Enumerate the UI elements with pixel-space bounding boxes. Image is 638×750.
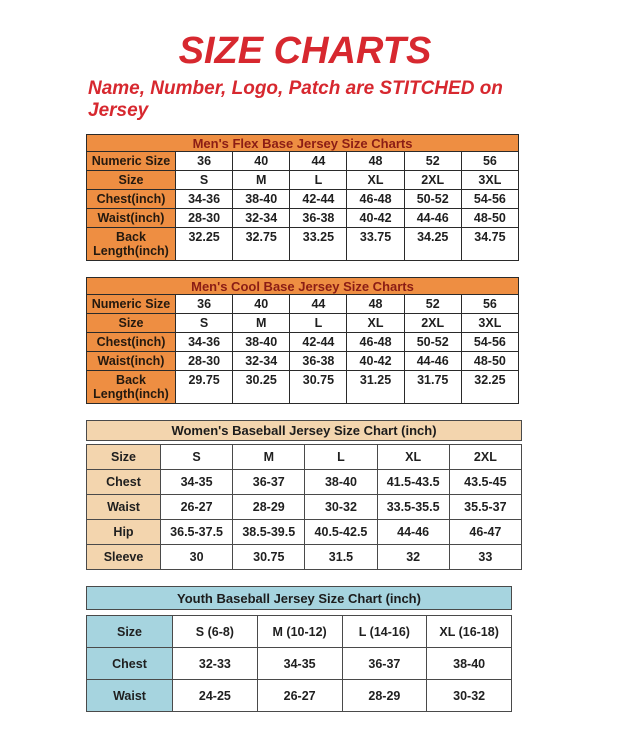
cell-value: L	[290, 171, 347, 190]
cell-value: 42-44	[290, 190, 347, 209]
cell-value: 34.25	[404, 228, 461, 261]
size-grid	[86, 444, 522, 570]
row-label: Chest	[87, 470, 161, 495]
cell-value: XL (16-18)	[427, 616, 512, 648]
size-charts-page	[86, 0, 524, 712]
cell-value: 34.75	[461, 228, 518, 261]
cell-value: 35.5-37	[449, 495, 521, 520]
cell-value: 31.5	[305, 545, 377, 570]
row-label: Sleeve	[87, 545, 161, 570]
cell-value: 33.75	[347, 228, 404, 261]
cell-value: 32	[377, 545, 449, 570]
row-label: Numeric Size	[87, 295, 176, 314]
cell-value: 52	[404, 152, 461, 171]
cell-value: 41.5-43.5	[377, 470, 449, 495]
cell-value: 44	[290, 152, 347, 171]
cell-value: 48-50	[461, 352, 518, 371]
row-label: Waist	[87, 495, 161, 520]
cell-value: M	[233, 314, 290, 333]
cell-value: L	[305, 445, 377, 470]
cell-value: 38.5-39.5	[233, 520, 305, 545]
row-label: Back Length(inch)	[87, 228, 176, 261]
cell-value: 32-33	[173, 648, 258, 680]
cell-value: 54-56	[461, 190, 518, 209]
row-label: Chest(inch)	[87, 190, 176, 209]
table-row	[87, 445, 522, 470]
cell-value: 34-35	[161, 470, 233, 495]
cell-value: 40-42	[347, 209, 404, 228]
cell-value: 31.75	[404, 371, 461, 404]
youth-baseball-size-table	[86, 586, 512, 712]
table-row	[87, 680, 512, 712]
cell-value: 52	[404, 295, 461, 314]
size-grid	[86, 615, 512, 712]
row-label: Back Length(inch)	[87, 371, 176, 404]
mens-flex-base-size-table	[86, 134, 519, 261]
table-row	[87, 209, 519, 228]
row-label: Size	[87, 314, 176, 333]
page-title: SIZE CHARTS	[178, 30, 432, 72]
cell-value: 29.75	[176, 371, 233, 404]
row-label: Chest	[87, 648, 173, 680]
cell-value: 2XL	[449, 445, 521, 470]
row-label: Size	[87, 445, 161, 470]
row-label: Hip	[87, 520, 161, 545]
table-row	[87, 648, 512, 680]
table-row	[87, 371, 519, 404]
cell-value: 26-27	[161, 495, 233, 520]
table-title: Men's Cool Base Jersey Size Charts	[86, 277, 519, 295]
cell-value: 3XL	[461, 314, 518, 333]
cell-value: 42-44	[290, 333, 347, 352]
cell-value: 44	[290, 295, 347, 314]
cell-value: 2XL	[404, 314, 461, 333]
cell-value: 48	[347, 295, 404, 314]
table-row	[87, 152, 519, 171]
table-row	[87, 520, 522, 545]
table-title: Youth Baseball Jersey Size Chart (inch)	[86, 586, 512, 610]
cell-value: 32-34	[233, 352, 290, 371]
page-subtitle: Name, Number, Logo, Patch are STITCHED on Jersey	[88, 78, 503, 121]
table-row	[87, 171, 519, 190]
cell-value: 33.25	[290, 228, 347, 261]
row-label: Waist(inch)	[87, 352, 176, 371]
cell-value: 2XL	[404, 171, 461, 190]
table-row	[87, 545, 522, 570]
cell-value: M	[233, 171, 290, 190]
table-title: Women's Baseball Jersey Size Chart (inch)	[86, 420, 522, 441]
cell-value: 28-29	[342, 680, 427, 712]
table-row	[87, 228, 519, 261]
cell-value: 32-34	[233, 209, 290, 228]
cell-value: 28-30	[176, 209, 233, 228]
cell-value: 46-48	[347, 190, 404, 209]
cell-value: 34-36	[176, 190, 233, 209]
row-label: Size	[87, 171, 176, 190]
table-title: Men's Flex Base Jersey Size Charts	[86, 134, 519, 152]
cell-value: 38-40	[427, 648, 512, 680]
cell-value: L	[290, 314, 347, 333]
cell-value: 31.25	[347, 371, 404, 404]
cell-value: 44-46	[404, 209, 461, 228]
cell-value: 48-50	[461, 209, 518, 228]
cell-value: 56	[461, 152, 518, 171]
cell-value: M (10-12)	[257, 616, 342, 648]
cell-value: XL	[347, 171, 404, 190]
cell-value: 30.75	[290, 371, 347, 404]
cell-value: 30-32	[305, 495, 377, 520]
cell-value: XL	[377, 445, 449, 470]
cell-value: 38-40	[305, 470, 377, 495]
cell-value: 36-38	[290, 209, 347, 228]
size-grid	[86, 151, 519, 261]
cell-value: 32.25	[461, 371, 518, 404]
cell-value: 33.5-35.5	[377, 495, 449, 520]
table-row	[87, 333, 519, 352]
cell-value: 40.5-42.5	[305, 520, 377, 545]
cell-value: 36.5-37.5	[161, 520, 233, 545]
cell-value: 30.25	[233, 371, 290, 404]
cell-value: S (6-8)	[173, 616, 258, 648]
row-label: Waist	[87, 680, 173, 712]
row-label: Chest(inch)	[87, 333, 176, 352]
size-grid	[86, 294, 519, 404]
cell-value: S	[161, 445, 233, 470]
row-label: Waist(inch)	[87, 209, 176, 228]
cell-value: M	[233, 445, 305, 470]
cell-value: 3XL	[461, 171, 518, 190]
table-row	[87, 616, 512, 648]
cell-value: 30	[161, 545, 233, 570]
cell-value: 40	[233, 295, 290, 314]
cell-value: 40-42	[347, 352, 404, 371]
cell-value: 54-56	[461, 333, 518, 352]
cell-value: 36	[176, 152, 233, 171]
cell-value: S	[176, 314, 233, 333]
cell-value: 38-40	[233, 190, 290, 209]
cell-value: 56	[461, 295, 518, 314]
cell-value: 46-47	[449, 520, 521, 545]
cell-value: 26-27	[257, 680, 342, 712]
cell-value: 40	[233, 152, 290, 171]
mens-cool-base-size-table	[86, 277, 519, 404]
cell-value: 46-48	[347, 333, 404, 352]
row-label: Size	[87, 616, 173, 648]
cell-value: S	[176, 171, 233, 190]
cell-value: 36	[176, 295, 233, 314]
table-row	[87, 495, 522, 520]
cell-value: 36-37	[233, 470, 305, 495]
cell-value: 33	[449, 545, 521, 570]
cell-value: 43.5-45	[449, 470, 521, 495]
womens-baseball-size-table	[86, 420, 522, 570]
cell-value: 24-25	[173, 680, 258, 712]
table-row	[87, 314, 519, 333]
cell-value: 38-40	[233, 333, 290, 352]
cell-value: 32.25	[176, 228, 233, 261]
table-row	[87, 190, 519, 209]
cell-value: 30.75	[233, 545, 305, 570]
cell-value: 36-37	[342, 648, 427, 680]
table-row	[87, 470, 522, 495]
cell-value: L (14-16)	[342, 616, 427, 648]
cell-value: 50-52	[404, 333, 461, 352]
table-row	[87, 352, 519, 371]
cell-value: 30-32	[427, 680, 512, 712]
cell-value: XL	[347, 314, 404, 333]
cell-value: 28-30	[176, 352, 233, 371]
cell-value: 50-52	[404, 190, 461, 209]
row-label: Numeric Size	[87, 152, 176, 171]
cell-value: 44-46	[404, 352, 461, 371]
cell-value: 34-35	[257, 648, 342, 680]
cell-value: 44-46	[377, 520, 449, 545]
cell-value: 48	[347, 152, 404, 171]
cell-value: 32.75	[233, 228, 290, 261]
cell-value: 28-29	[233, 495, 305, 520]
table-row	[87, 295, 519, 314]
cell-value: 34-36	[176, 333, 233, 352]
cell-value: 36-38	[290, 352, 347, 371]
